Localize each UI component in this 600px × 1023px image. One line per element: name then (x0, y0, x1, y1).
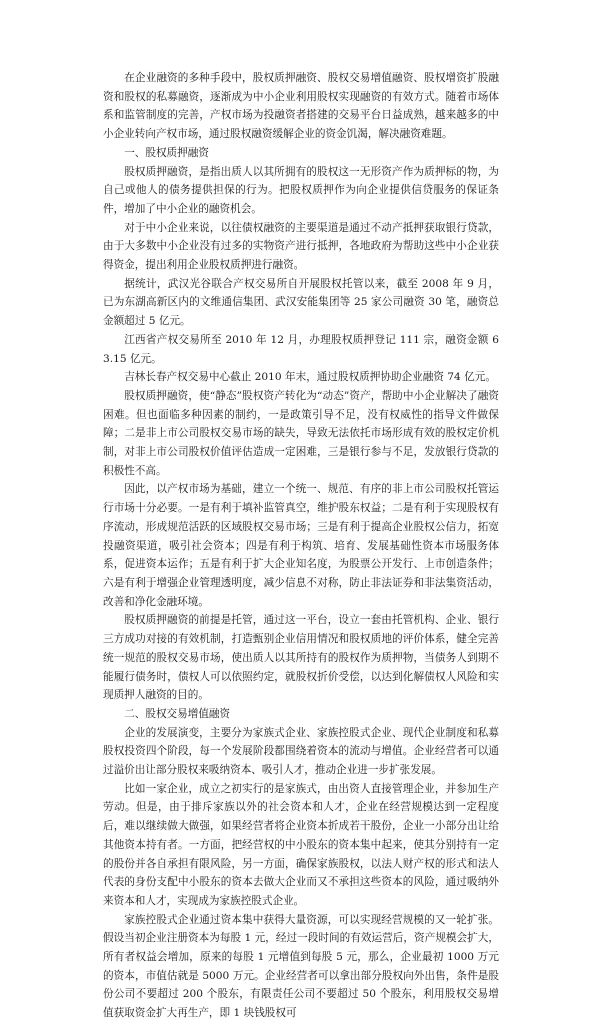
section-1-paragraph-1: 股权质押融资，是指出质人以其所拥有的股权这一无形资产作为质押标的物，为自己或他人的债务提供担保的行为。把股权质押作为向企业提供信贷服务的保证条件，增加了中小企业的融资机会。 (103, 165, 499, 215)
section-1-paragraph-7: 因此，以产权市场为基础，建立一个统一、规范、有序的非上市公司股权托管运行市场十分必要。一是有利于填补监管真空，维护股东权益；二是有利于实现股权有序流动，形成规范活跃的区域股权交易市场；三是有利于提高企业股权公信力，拓宽投融资渠道，吸引社会资本；四是有利于构筑、培育、发展基础性资本市场服务体系，促进资本运作；五是有利于扩大企业知名度，为股票公开发行、上市创造条件；六是有利于增强企业管理透明度，减少信息不对称，防止非法证券和非法集资活动，改善和净化金融环境。 (103, 483, 499, 608)
section-2-heading: 二、股权交易增值融资 (124, 707, 231, 720)
document-body (103, 69, 499, 1023)
section-1-paragraph-5: 吉林长春产权交易中心截止 2010 年末，通过股权质押协助企业融资 74 亿元。 (124, 371, 496, 384)
intro-paragraph: 在企业融资的多种手段中，股权质押融资、股权交易增值融资、股权增资扩股融资和股权的私募融资，逐渐成为中小企业利用股权实现融资的有效方式。随着市场体系和监管制度的完善，产权市场为投融资者搭建的交易平台日益成熟，越来越多的中小企业转向产权市场，通过股权融资缓解企业的资金饥渴，解决融资难题。 (103, 72, 499, 141)
section-1-paragraph-2: 对于中小企业来说，以往债权融资的主要渠道是通过不动产抵押获取银行贷款，由于大多数中小企业没有过多的实物资产进行抵押，各地政府为帮助这些中小企业获得资金，提出利用企业股权质押进行融资。 (103, 221, 499, 272)
section-1-paragraph-6: 股权质押融资，使“静态”股权资产转化为“动态”资产，帮助中小企业解决了融资困难。但也面临多种因素的制约，一是政策引导不足，没有权威性的指导文件做保障；二是非上市公司股权交易市场的缺失，导致无法依托市场形成有效的股权定价机制，对非上市公司股权价值评估造成一定困难，三是银行参与不足，发放银行贷款的积极性不高。 (103, 389, 499, 477)
section-1-heading: 一、股权质押融资 (124, 146, 209, 159)
section-2-paragraph-3: 家族控股式企业通过资本集中获得大量资源，可以实现经营规模的又一轮扩张。假设当初企业注册资本为每股 1 元，经过一段时间的有效运营后，资产规模会扩大，所有者权益会增加，原来的每股 1 元增值到每股 5 元，那么，企业最初 1000 万元的资本，市值估就是 5000 万元。企业经营者可以拿出部分股权向外出售，条件是股份公司不要超过 200 个股东，有限责任公司不要超过 50 个股东，利用股权交易增值获取资金扩大再生产，即 1 块钱股权可 (103, 913, 499, 1020)
section-1-paragraph-8: 股权质押融资的前提是托管，通过这一平台，设立一套由托管机构、企业、银行三方成功对接的有效机制，打造甄别企业信用情况和股权质地的评价体系，健全完善统一规范的股权交易市场，使出质人以其所持有的股权作为质押物，当债务人到期不能履行债务时，债权人可以依照约定，就股权折价受偿，以达到化解债权人风险和实现质押人融资的目的。 (103, 614, 499, 702)
section-2-paragraph-1: 企业的发展演变，主要分为家族式企业、家族控股式企业、现代企业制度和私募股权投资四个阶段，每一个发展阶段都围绕着资本的流动与增值。企业经营者可以通过溢价出让部分股权来吸纳资本、吸引人才，推动企业进一步扩张发展。 (103, 726, 499, 777)
section-2-paragraph-2: 比如一家企业，成立之初实行的是家族式，由出资人直接管理企业，并参加生产劳动。但是，由于排斥家族以外的社会资本和人才，企业在经营规模达到一定程度后，难以继续做大做强，如果经营者将企业资本折成若干股份，企业一小部分出让给其他资本持有者。一方面，把经营权的中小股东的资本集中起来，使其分别持有一定的股份并各自承担有限风险，另一方面，确保家族股权，以法人财产权的形式和法人代表的身份支配中小股东的资本去做大企业而又不承担这些资本的风险，通过吸纳外来资本和人才，实现成为家族控股式企业。 (103, 782, 499, 907)
section-1-paragraph-4: 江西省产权交易所至 2010 年 12 月，办理股权质押登记 111 宗，融资金额 63.15 亿元。 (103, 333, 499, 365)
section-1-paragraph-3: 据统计，武汉光谷联合产权交易所自开展股权托管以来，截至 2008 年 9 月，已为东湖高新区内的文维通信集团、武汉安能集团等 25 家公司融资 30 笔，融资总金额超过 5 亿元。 (103, 277, 499, 328)
